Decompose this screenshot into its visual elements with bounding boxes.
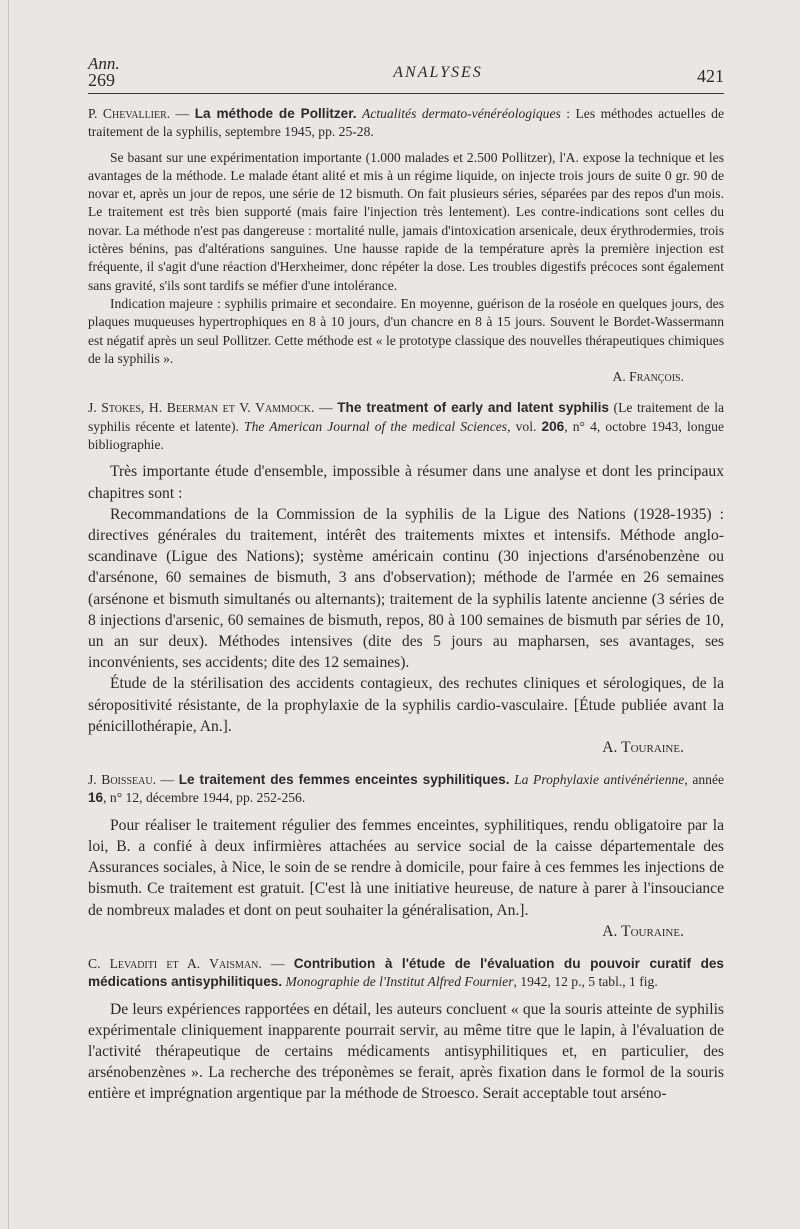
reference-details: : Les méthodes actuelles de traitement de la syphilis, septembre 1945, pp. 25-28. — [88, 106, 724, 140]
article-paragraph: Se basant sur une expérimentation importante (1.000 malades et 2.500 Pollitzer), l'A. expose la technique et les avantages de la méthode. Le malade étant alité et mis à un régime liquide, on injecte trois jours de suite 0 gr. 90 de novar et, après un jour de repos, une série de 12 bismuth. On fait plusieurs séries, séparées par des repos d'un mois. Le traitement est très bien supporté (mais faire l'injection très lentement). Les contre-indications sont celles du novar. La méthode n'est pas dangereuse : mortalité nulle, jamais d'intoxication arsenicale, deux érythrodermies, trois ictères bénins, pas d'altérations sanguines. Une hausse rapide de la température après la première injection est fréquente, il s'agit d'une réaction d'Herxheimer, donc répéter la dose. Les troubles digestifs précoces sont également sans gravité, s'ils sont tardifs se méfier d'une intolérance. — [88, 149, 724, 293]
section-title: ANALYSES — [393, 64, 483, 81]
article-paragraph: Recommandations de la Commission de la syphilis de la Ligue des Nations (1928-1935) : directives générales du traitement, intérêt des traitements mixtes et intensifs. Méthode anglo-scandinave (Ligue des Nations); système américain continu (30 injections d'arsénobenzène ou d'arsénone, 60 semaines de bismuth, 3 ans d'observation); méthode de l'armée en 26 semaines (arsénone et bismuth simultanés ou alternants); traitement de la syphilis latente ancienne (3 séries de 8 injections d'arsenic, 60 semaines de bismuth, repos, 80 à 100 semaines de bismuth par séries de 10, un an sur deux). Méthodes intensives (dite des 5 jours au mapharsen, ses avantages, ses inconvénients, ses accidents; dite des 12 semaines). — [88, 505, 724, 672]
article-paragraph: Pour réaliser le traitement régulier des femmes enceintes, syphilitiques, rendu obligatoire par la loi, B. a confié à deux infirmières attachées au service social de la caisse départementale des Assurances sociales, à Nice, le soin de se rendre à domicile, pour faire à ces femmes les injections de bismuth. Ce traitement est gratuit. [C'est là une initiative heureuse, de nature à parer à l'insouciance de nombreux malades et dont on peut souhaiter la généralisation, An.]. — [88, 816, 724, 919]
article-reference: P. Chevallier. — La méthode de Pollitzer. Actualités dermato-vénéréologiques : Les méthodes actuelles de traitement de la syphilis, septembre 1945, pp. 25-28. — [88, 106, 724, 140]
running-header — [88, 54, 724, 94]
article-reference: J. Stokes, H. Beerman et V. Vammock. — The treatment of early and latent syphilis (Le traitement de la syphilis récente et latente). The American Journal of the medical Sciences, vol. 206, n° 4, octobre 1943, longue bibliographie. — [88, 400, 725, 453]
article-title: The treatment of early and latent syphilis — [337, 400, 609, 416]
header-rule — [88, 93, 724, 94]
journal-name: The American Journal of the medical Sciences — [244, 418, 508, 434]
article-boisseau — [88, 771, 724, 942]
article-reference: J. Boisseau. — Le traitement des femmes enceintes syphilitiques. La Prophylaxie antivénérienne, année 16, n° 12, décembre 1944, pp. 252-256. — [88, 772, 725, 806]
reference-translation: (Le traitement de la syphilis récente et latente). — [88, 400, 725, 434]
article-signature: A. François. — [612, 369, 684, 385]
article-reference: C. Levaditi et A. Vaisman. — Contribution à l'étude de l'évaluation du pouvoir curatif des médications antisyphilitiques. Monographie de l'Institut Alfred Fournier, 1942, 12 p., 5 tabl., 1 fig. — [88, 956, 724, 990]
article-paragraph: Indication majeure : syphilis primaire et secondaire. En moyenne, guérison de la roséole en quelques jours, des plaques muqueuses hypertrophiques en 8 à 10 jours, d'un chancre en 8 à 15 jours. Souvent le Bordet-Wassermann est négatif après un seul Pollitzer. Cette méthode est « le prototype classique des nouvelles thérapeutiques chimiques de la syphilis ». — [88, 295, 724, 366]
article-title: Le traitement des femmes enceintes syphilitiques. — [178, 772, 510, 788]
article-signature: A. Touraine. — [602, 922, 684, 940]
journal-name: La Prophylaxie antivénérienne — [514, 772, 685, 788]
article-authors: C. Levaditi et A. Vaisman. — [88, 956, 262, 971]
article-signature: A. Touraine. — [602, 738, 684, 756]
article-authors: J. Stokes, H. Beerman et V. Vammock. — [88, 400, 315, 416]
volume-prefix: , vol. — [507, 418, 537, 434]
annotation-number: 269 — [88, 70, 115, 90]
article-title: La méthode de Pollitzer. — [194, 106, 357, 121]
annotation-label: Ann. — [88, 54, 120, 73]
article-chevallier — [88, 105, 724, 386]
reference-details: , n° 12, décembre 1944, pp. 252-256. — [103, 790, 306, 806]
reference-details: , n° 4, octobre 1943, longue bibliographie. — [88, 418, 725, 453]
volume-number: 16 — [88, 790, 104, 806]
article-levaditi — [88, 955, 724, 1105]
page-number: 421 — [697, 66, 724, 86]
page-content — [88, 105, 724, 1105]
article-authors: J. Boisseau. — [88, 772, 156, 788]
article-stokes — [88, 399, 724, 758]
volume-number: 206 — [541, 418, 565, 434]
article-paragraph: Étude de la stérilisation des accidents contagieux, des rechutes cliniques et sérologiques, de la séropositivité résistante, de la prophylaxie de la syphilis cardio-vasculaire. [Étude publiée avant la pénicillothérapie, An.]. — [88, 675, 724, 735]
journal-name: Actualités dermato-vénéréologiques — [362, 106, 561, 121]
article-paragraph: Très importante étude d'ensemble, impossible à résumer dans une analyse et dont les principaux chapitres sont : — [88, 463, 724, 502]
journal-name: Monographie de l'Institut Alfred Fournier — [285, 974, 514, 990]
article-authors: P. Chevallier. — [88, 106, 171, 121]
page-edge-line — [8, 0, 9, 1229]
article-title: Contribution à l'étude de l'évaluation du pouvoir curatif des médications antisyphilitiques. — [88, 956, 724, 990]
volume-prefix: , année — [684, 772, 725, 788]
article-paragraph: De leurs expériences rapportées en détail, les auteurs concluent « que la souris atteinte de syphilis expérimentale cliniquement inapparente pourrait servir, au même titre que le lapin, à l'évaluation de l'activité thérapeutique de certains médicaments antisyphilitiques et, en particulier, des arsénobenzènes ». La recherche des tréponèmes se ferait, après fixation dans le formol de la souris entière et imprégnation argentique par la méthode de Stroesco. Serait acceptable tout arséno- — [88, 1000, 724, 1103]
reference-details: , 1942, 12 p., 5 tabl., 1 fig. — [513, 974, 658, 990]
